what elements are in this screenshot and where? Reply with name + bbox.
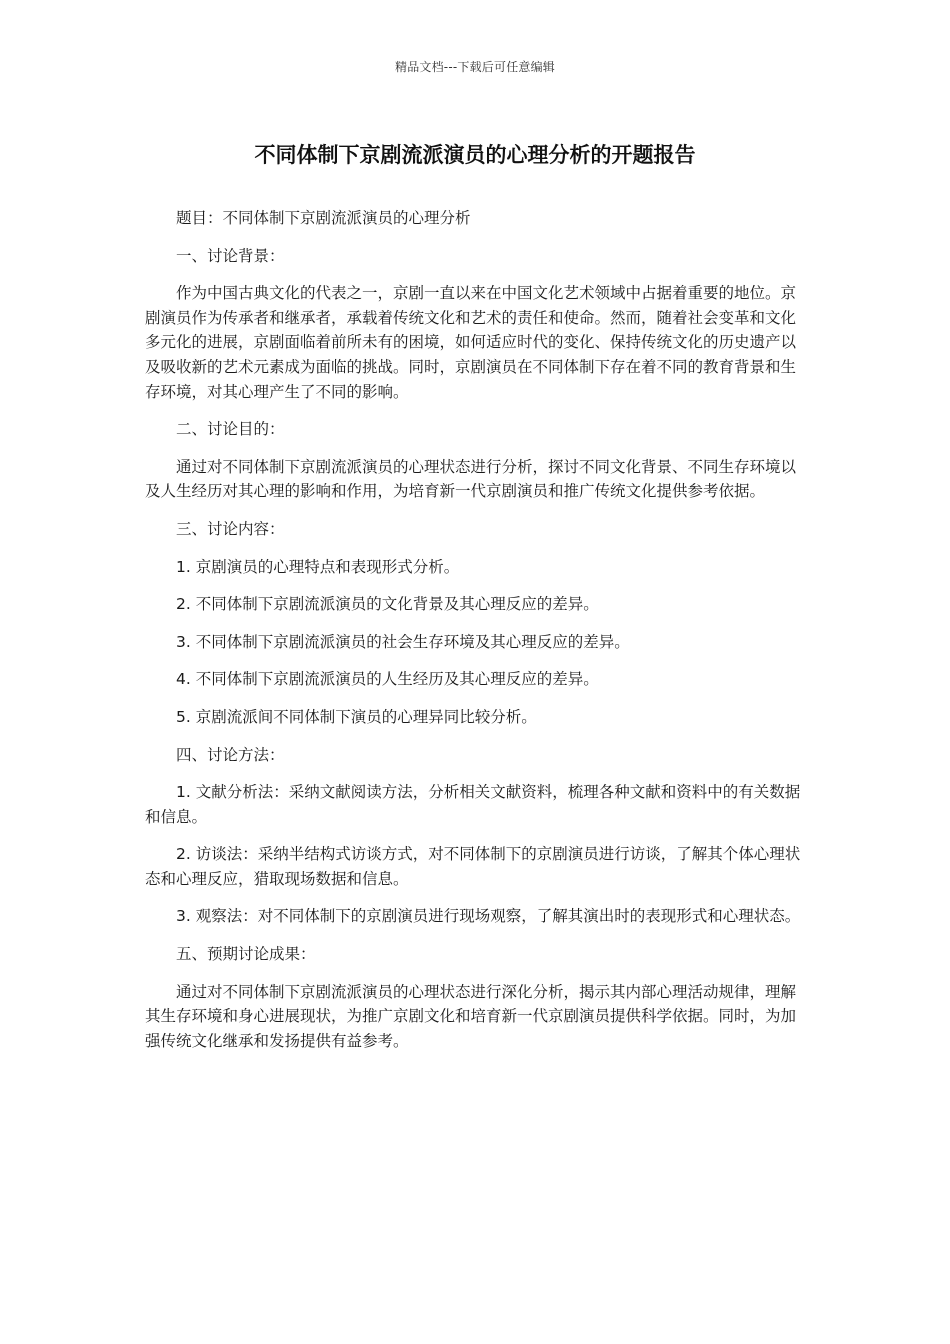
method-item-2: 2. 访谈法：采纳半结构式访谈方式，对不同体制下的京剧演员进行访谈，了解其个体心理状态和心理反应，猎取现场数据和信息。 [145, 845, 801, 888]
header-note: 精品文档---下载后可任意编辑 [395, 60, 555, 74]
document-title: 不同体制下京剧流派演员的心理分析的开题报告 [254, 143, 696, 167]
section-heading-content: 三、讨论内容： [176, 519, 285, 538]
content-item-4: 4. 不同体制下京剧流派演员的人生经历及其心理反应的差异。 [176, 670, 599, 689]
section-heading-methods: 四、讨论方法： [176, 745, 285, 764]
section-heading-background: 一、讨论背景： [176, 246, 285, 265]
paragraph-purpose: 通过对不同体制下京剧流派演员的心理状态进行分析，探讨不同文化背景、不同生存环境以及人生经历对其心理的影响和作用，为培育新一代京剧演员和推广传统文化提供参考依据。 [145, 457, 797, 501]
section-heading-outcomes: 五、预期讨论成果： [176, 945, 316, 964]
paragraph-background: 作为中国古典文化的代表之一，京剧一直以来在中国文化艺术领域中占据着重要的地位。京剧演员作为传承者和继承者，承载着传统文化和艺术的责任和使命。然而，随着社会变革和文化多元化的进展，京剧面临着前所未有的困境，如何适应时代的变化、保持传统文化的历史遗产以及吸收新的艺术元素成为面临的挑战。同时，京剧演员在不同体制下存在着不同的教育背景和生存环境，对其心理产生了不同的影响。 [145, 284, 797, 401]
method-item-1: 1. 文献分析法：采纳文献阅读方法，分析相关文献资料，梳理各种文献和资料中的有关数据和信息。 [145, 783, 801, 826]
topic-line: 题目：不同体制下京剧流派演员的心理分析 [176, 209, 471, 227]
content-item-5: 5. 京剧流派间不同体制下演员的心理异同比较分析。 [176, 707, 537, 726]
content-item-1: 1. 京剧演员的心理特点和表现形式分析。 [176, 557, 460, 576]
section-heading-purpose: 二、讨论目的： [176, 420, 285, 439]
document-body [145, 206, 805, 1053]
content-item-2: 2. 不同体制下京剧流派演员的文化背景及其心理反应的差异。 [176, 595, 599, 614]
paragraph-outcomes: 通过对不同体制下京剧流派演员的心理状态进行深化分析，揭示其内部心理活动规律，理解其生存环境和身心进展现状，为推广京剧文化和培育新一代京剧演员提供科学依据。同时，为加强传统文化继承和发扬提供有益参考。 [145, 982, 797, 1050]
method-item-3: 3. 观察法：对不同体制下的京剧演员进行现场观察，了解其演出时的表现形式和心理状态。 [176, 907, 801, 926]
content-item-3: 3. 不同体制下京剧流派演员的社会生存环境及其心理反应的差异。 [176, 632, 630, 651]
